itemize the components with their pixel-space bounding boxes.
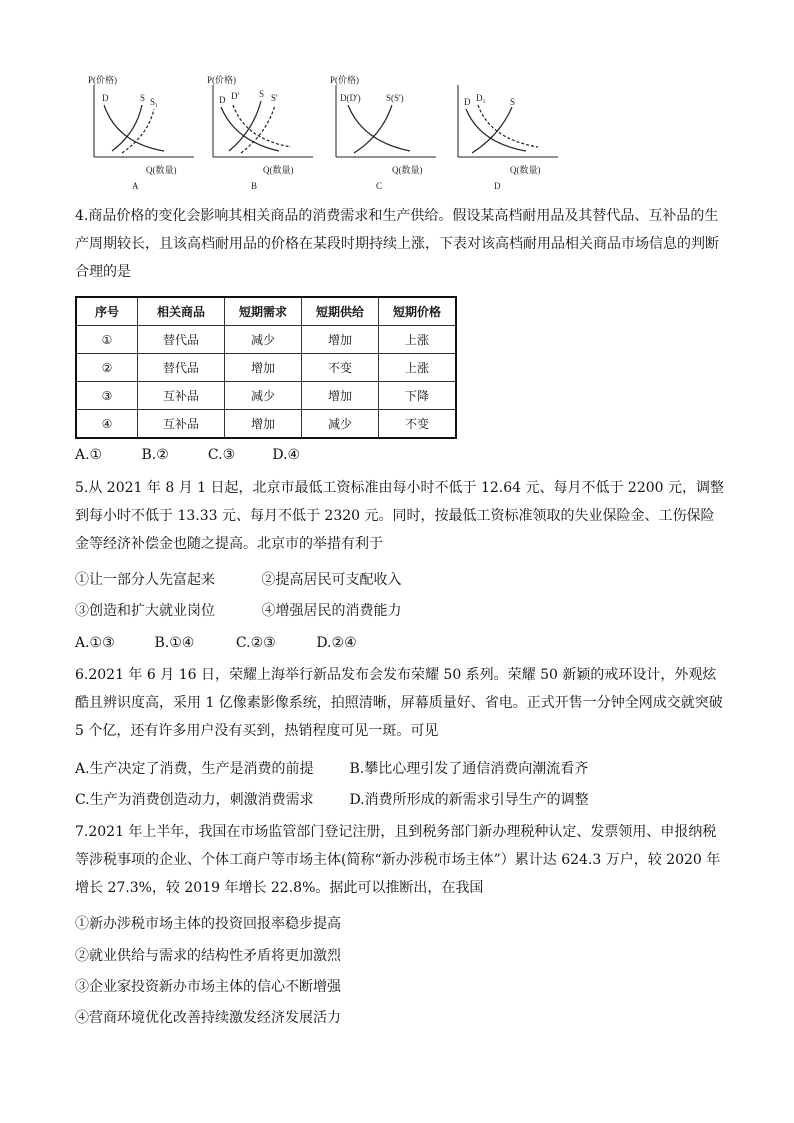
question-7-stem: 7.2021 年上半年，我国在市场监管部门登记注册，且到税务部门新办理税种认定、发票领用、申报纳税等涉税事项的企业、个体工商户等市场主体(简称“新办涉税市场主体”）累计达 624.3 万户，较 2020 年增长 27.3%，较 2019 年增长 22.8%。据此可以推断出，在我国 (75, 824, 721, 896)
graph-y-label: P(价格) (330, 75, 359, 85)
graph-caption: D (494, 181, 501, 191)
table-cell: 减少 (225, 382, 302, 410)
table-cell: 上涨 (379, 326, 457, 354)
statement-item: ④营商环境优化改善持续激发经济发展活力 (75, 1010, 341, 1026)
table-cell: 替代品 (138, 354, 225, 382)
shifted-demand-label: D' (231, 91, 240, 101)
shifted-supply-label: S₁ (150, 97, 159, 107)
graph-y-label: P(价格) (207, 75, 236, 85)
table-cell: ① (76, 326, 138, 354)
supply-label: S(S') (386, 93, 404, 103)
supply-label: S (259, 89, 265, 99)
table-header: 短期供给 (302, 297, 379, 326)
table-cell: 下降 (379, 382, 457, 410)
graph-x-label: Q(数量) (392, 165, 423, 175)
demand-label: D (219, 95, 226, 105)
graph-caption: B (251, 181, 258, 191)
market-info-table (75, 296, 457, 439)
option-a[interactable]: A.①③ (75, 635, 115, 651)
option-c[interactable]: C.②③ (235, 635, 276, 651)
table-cell: 增加 (225, 410, 302, 439)
shifted-demand-label: D₁ (476, 93, 486, 103)
graph-d (450, 75, 570, 195)
demand-label: D (102, 93, 109, 103)
table-cell: 上涨 (379, 354, 457, 382)
question-6-options-row-1 (75, 755, 588, 783)
option-c[interactable]: C.生产为消费创造动力，刺激消费需求 (75, 792, 314, 808)
graph-caption: A (132, 181, 139, 191)
question-5-items-row-2 (75, 597, 401, 625)
supply-label: S (510, 97, 516, 107)
graph-x-label: Q(数量) (263, 165, 294, 175)
demand-label: D (464, 97, 471, 107)
option-a[interactable]: A.① (75, 447, 103, 463)
graph-x-label: Q(数量) (510, 165, 541, 175)
question-5-items-row-1 (75, 566, 401, 594)
statement-item: ③创造和扩大就业岗位 (75, 603, 215, 619)
option-d[interactable]: D.④ (272, 447, 301, 463)
table-header: 短期价格 (379, 297, 457, 326)
question-4-stem: 4.商品价格的变化会影响其相关商品的消费需求和生产供给。假设某高档耐用品及其替代品、互补品的生产周期较长，且该高档耐用品的价格在某段时期持续上涨，下表对该高档耐用品相关商品市场信息的判断合理的是 (75, 208, 719, 280)
question-4-options (75, 441, 300, 469)
statement-item: ②就业供给与需求的结构性矛盾将更加激烈 (75, 948, 341, 964)
table-cell: 增加 (302, 326, 379, 354)
table-header: 短期需求 (225, 297, 302, 326)
option-b[interactable]: B.①④ (154, 635, 195, 651)
option-b[interactable]: B.② (141, 447, 169, 463)
statement-item: ①新办涉税市场主体的投资回报率稳步提高 (75, 916, 341, 932)
table-header: 序号 (76, 297, 138, 326)
option-b[interactable]: B.攀比心理引发了通信消费向潮流看齐 (349, 761, 589, 777)
graph-x-label: Q(数量) (146, 165, 177, 175)
table-cell: 减少 (302, 410, 379, 439)
statement-item: ④增强居民的消费能力 (261, 603, 402, 619)
graph-y-label: P(价格) (88, 75, 117, 85)
question-6-stem: 6.2021 年 6 月 16 日，荣耀上海举行新品发布会发布荣耀 50 系列。荣耀 50 新颖的戒环设计，外观炫酷且辨识度高，采用 1 亿像素影像系统，拍照清晰，屏幕质量好、省电。正式开售一分钟全网成交就突破 5 个亿，还有许多用户没有买到，热销程度可见一斑。可见 (75, 667, 723, 739)
table-cell: ③ (76, 382, 138, 410)
option-a[interactable]: A.生产决定了消费，生产是消费的前提 (75, 761, 314, 777)
table-row (76, 382, 456, 410)
graph-caption: C (376, 181, 383, 191)
graph-c (328, 75, 448, 195)
table-cell: 互补品 (138, 382, 225, 410)
option-d[interactable]: D.②④ (316, 635, 357, 651)
demand-label: D(D') (340, 93, 361, 103)
table-row (76, 354, 456, 382)
table-cell: 互补品 (138, 410, 225, 439)
table-header: 相关商品 (138, 297, 225, 326)
question-5-stem: 5.从 2021 年 8 月 1 日起，北京市最低工资标准由每小时不低于 12.64 元、每月不低于 2200 元，调整到每小时不低于 13.33 元、每月不低于 2320 元。同时，按最低工资标准领取的失业保险金、工伤保险金等经济补偿金也随之提高。北京市的举措有利于 (75, 480, 725, 552)
table-row (76, 410, 456, 439)
shifted-supply-label: S' (271, 93, 278, 103)
graph-a (82, 75, 202, 195)
question-5-options (75, 629, 357, 657)
option-c[interactable]: C.③ (207, 447, 236, 463)
table-row (76, 326, 456, 354)
table-cell: 减少 (225, 326, 302, 354)
table-cell: 替代品 (138, 326, 225, 354)
table-cell: 增加 (302, 382, 379, 410)
question-6-options-row-2 (75, 786, 589, 814)
statement-item: ①让一部分人先富起来 (75, 572, 215, 588)
option-d[interactable]: D.消费所形成的新需求引导生产的调整 (349, 792, 589, 808)
statement-item: ②提高居民可支配收入 (261, 572, 402, 588)
table-cell: 不变 (379, 410, 457, 439)
table-cell: ② (76, 354, 138, 382)
graph-b (205, 75, 325, 195)
table-cell: 不变 (302, 354, 379, 382)
statement-item: ③企业家投资新办市场主体的信心不断增强 (75, 979, 341, 995)
table-cell: 增加 (225, 354, 302, 382)
table-cell: ④ (76, 410, 138, 439)
supply-label: S (140, 93, 146, 103)
table-header-row (76, 297, 456, 326)
